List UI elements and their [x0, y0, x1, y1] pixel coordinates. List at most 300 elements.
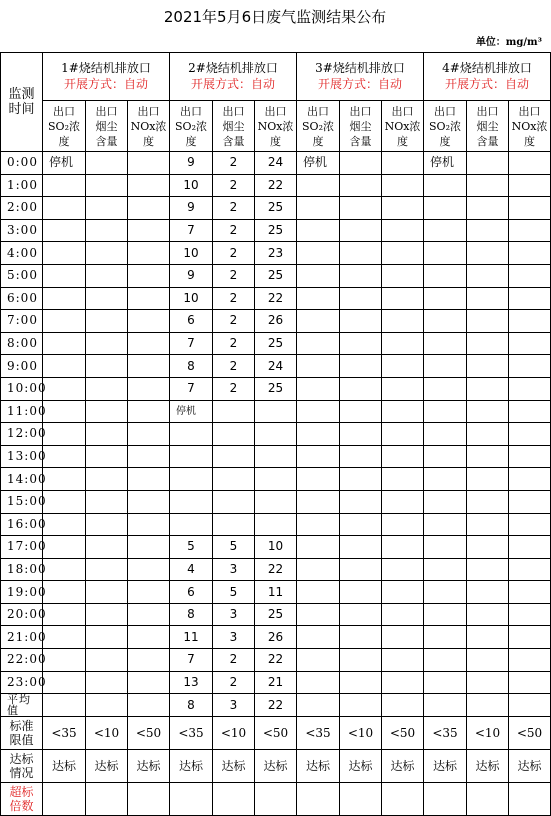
table-row [1, 355, 551, 378]
value-cell: 22 [255, 694, 297, 717]
unit-label: 单位：mg/m³ [475, 37, 542, 48]
table-row [1, 310, 551, 333]
value-cell: 2 [213, 310, 255, 333]
value-cell [128, 219, 170, 242]
value-cell: 7 [170, 377, 213, 400]
value-cell [424, 310, 467, 333]
limit-row-cell: <35 [43, 717, 86, 750]
value-cell [43, 174, 86, 197]
value-cell [509, 603, 551, 626]
value-cell [467, 490, 509, 513]
value-cell [43, 197, 86, 220]
value-cell [43, 400, 86, 423]
status-row-cell: 达标 [509, 750, 551, 783]
value-cell [467, 355, 509, 378]
sub-header-cell [213, 101, 255, 152]
time-cell: 17:00 [1, 536, 43, 559]
value-cell [43, 649, 86, 672]
value-cell [213, 400, 255, 423]
limit-row [1, 717, 551, 750]
value-cell [340, 558, 382, 581]
value-cell: 2 [213, 197, 255, 220]
value-cell [382, 152, 424, 175]
value-cell [424, 264, 467, 287]
table-row [1, 152, 551, 175]
emission-table [0, 52, 551, 816]
value-cell [509, 558, 551, 581]
port-mode: 开展方式：自动 [63, 77, 148, 91]
value-cell [297, 468, 340, 491]
port-name: 4#烧结机排放口 [442, 61, 532, 75]
time-cell: 12:00 [1, 423, 43, 446]
value-cell [128, 694, 170, 717]
value-cell: 3 [213, 626, 255, 649]
value-cell [509, 400, 551, 423]
value-cell [467, 287, 509, 310]
value-cell: 2 [213, 242, 255, 265]
value-cell: 24 [255, 152, 297, 175]
sub-header-cell [340, 101, 382, 152]
value-cell [424, 423, 467, 446]
time-cell: 20:00 [1, 603, 43, 626]
value-cell: 2 [213, 287, 255, 310]
sub-header-cell [467, 101, 509, 152]
value-cell [340, 310, 382, 333]
value-cell [467, 377, 509, 400]
value-cell: 25 [255, 219, 297, 242]
excess-row-cell [424, 783, 467, 816]
value-cell [382, 174, 424, 197]
value-cell [128, 649, 170, 672]
value-cell [467, 242, 509, 265]
status-row-cell: 达标 [297, 750, 340, 783]
port-name: 3#烧结机排放口 [315, 61, 405, 75]
value-cell [43, 332, 86, 355]
value-cell [213, 445, 255, 468]
value-cell [509, 287, 551, 310]
port-name: 2#烧结机排放口 [188, 61, 278, 75]
port-header [297, 53, 424, 101]
value-cell [467, 219, 509, 242]
value-cell: 2 [213, 219, 255, 242]
port-mode: 开展方式：自动 [317, 77, 402, 91]
value-cell: 4 [170, 558, 213, 581]
value-cell [382, 377, 424, 400]
port-header-row [1, 53, 551, 101]
value-cell [128, 242, 170, 265]
excess-row-cell [382, 783, 424, 816]
value-cell [340, 219, 382, 242]
value-cell [340, 649, 382, 672]
status-row-cell: 达标 [255, 750, 297, 783]
value-cell [86, 603, 128, 626]
value-cell [213, 490, 255, 513]
time-cell: 18:00 [1, 558, 43, 581]
value-cell [43, 377, 86, 400]
value-cell [509, 445, 551, 468]
table-row [1, 626, 551, 649]
value-cell [382, 242, 424, 265]
value-cell [86, 355, 128, 378]
value-cell [340, 152, 382, 175]
sub-header-cell [86, 101, 128, 152]
table-row [1, 490, 551, 513]
value-cell [340, 603, 382, 626]
time-cell: 3:00 [1, 219, 43, 242]
value-cell [297, 649, 340, 672]
value-cell [424, 287, 467, 310]
value-cell [340, 468, 382, 491]
value-cell [297, 536, 340, 559]
sub-header-label: 出口 SO₂浓 度 [48, 104, 80, 148]
value-cell [382, 536, 424, 559]
value-cell: 26 [255, 626, 297, 649]
sub-header-cell [424, 101, 467, 152]
value-cell [382, 671, 424, 694]
time-cell: 14:00 [1, 468, 43, 491]
value-cell: 3 [213, 603, 255, 626]
value-cell [86, 174, 128, 197]
sub-header-label: 出口 NOx浓 度 [257, 104, 294, 148]
value-cell [340, 400, 382, 423]
value-cell [86, 513, 128, 536]
value-cell [340, 355, 382, 378]
value-cell: 停机 [424, 152, 467, 175]
value-cell [43, 603, 86, 626]
limit-row-cell: <35 [297, 717, 340, 750]
sub-header-label: 出口 NOx浓 度 [384, 104, 421, 148]
value-cell: 25 [255, 264, 297, 287]
table-row [1, 558, 551, 581]
value-cell [297, 400, 340, 423]
value-cell [467, 694, 509, 717]
value-cell [128, 287, 170, 310]
value-cell [43, 671, 86, 694]
status-row-cell: 达标 [424, 750, 467, 783]
value-cell [424, 581, 467, 604]
value-cell [297, 694, 340, 717]
value-cell [86, 581, 128, 604]
value-cell [467, 468, 509, 491]
value-cell [382, 423, 424, 446]
value-cell [509, 649, 551, 672]
value-cell [86, 242, 128, 265]
table-row [1, 649, 551, 672]
sub-header-label: 出口 NOx浓 度 [511, 104, 548, 148]
table-row [1, 377, 551, 400]
value-cell [297, 445, 340, 468]
value-cell [213, 513, 255, 536]
value-cell [128, 152, 170, 175]
value-cell [43, 264, 86, 287]
value-cell: 23 [255, 242, 297, 265]
limit-row-label: 标准 限值 [1, 717, 43, 750]
table-row [1, 400, 551, 423]
time-cell: 6:00 [1, 287, 43, 310]
value-cell [297, 671, 340, 694]
value-cell [128, 264, 170, 287]
value-cell [424, 242, 467, 265]
sub-header-label: 出口 NOx浓 度 [130, 104, 167, 148]
status-row-cell: 达标 [86, 750, 128, 783]
value-cell [213, 468, 255, 491]
value-cell [467, 445, 509, 468]
value-cell [86, 310, 128, 333]
limit-row-cell: <50 [382, 717, 424, 750]
table-row [1, 694, 551, 717]
value-cell [297, 310, 340, 333]
value-cell [382, 581, 424, 604]
value-cell [86, 423, 128, 446]
value-cell [340, 490, 382, 513]
value-cell [424, 445, 467, 468]
value-cell: 21 [255, 671, 297, 694]
value-cell [128, 671, 170, 694]
value-cell: 8 [170, 355, 213, 378]
value-cell [128, 445, 170, 468]
value-cell: 26 [255, 310, 297, 333]
status-row-cell: 达标 [382, 750, 424, 783]
value-cell [509, 332, 551, 355]
value-cell [382, 264, 424, 287]
time-cell: 11:00 [1, 400, 43, 423]
value-cell [86, 694, 128, 717]
value-cell [297, 242, 340, 265]
excess-row-cell [467, 783, 509, 816]
value-cell [340, 264, 382, 287]
value-cell [297, 423, 340, 446]
excess-row-cell [128, 783, 170, 816]
table-row [1, 219, 551, 242]
value-cell: 5 [213, 536, 255, 559]
excess-row-cell [170, 783, 213, 816]
excess-row [1, 783, 551, 816]
value-cell [424, 694, 467, 717]
value-cell [340, 174, 382, 197]
value-cell [43, 310, 86, 333]
value-cell: 停机 [297, 152, 340, 175]
value-cell [382, 626, 424, 649]
value-cell [297, 558, 340, 581]
value-cell [382, 310, 424, 333]
value-cell [424, 490, 467, 513]
value-cell [424, 174, 467, 197]
excess-row-cell [297, 783, 340, 816]
value-cell [467, 536, 509, 559]
status-row [1, 750, 551, 783]
value-cell [255, 400, 297, 423]
value-cell [128, 468, 170, 491]
value-cell: 10 [170, 174, 213, 197]
value-cell [128, 603, 170, 626]
value-cell [340, 197, 382, 220]
value-cell [297, 377, 340, 400]
value-cell [467, 671, 509, 694]
limit-row-cell: <10 [213, 717, 255, 750]
value-cell [213, 423, 255, 446]
value-cell [340, 332, 382, 355]
value-cell [509, 264, 551, 287]
value-cell [297, 287, 340, 310]
sub-header-cell [382, 101, 424, 152]
value-cell [86, 490, 128, 513]
value-cell [297, 264, 340, 287]
value-cell [382, 694, 424, 717]
value-cell [509, 536, 551, 559]
limit-row-cell: <10 [340, 717, 382, 750]
value-cell [424, 468, 467, 491]
status-row-cell: 达标 [467, 750, 509, 783]
value-cell [128, 513, 170, 536]
value-cell: 2 [213, 649, 255, 672]
value-cell [509, 219, 551, 242]
sub-header-label: 出口 烟尘 含量 [222, 104, 245, 148]
value-cell [86, 264, 128, 287]
table-row [1, 671, 551, 694]
value-cell [509, 310, 551, 333]
excess-row-cell [213, 783, 255, 816]
page-title: 2021年5月6日废气监测结果公布 [163, 8, 387, 26]
time-cell: 19:00 [1, 581, 43, 604]
value-cell: 7 [170, 649, 213, 672]
time-cell: 10:00 [1, 377, 43, 400]
limit-row-cell: <50 [128, 717, 170, 750]
time-cell: 13:00 [1, 445, 43, 468]
value-cell: 2 [213, 355, 255, 378]
table-row [1, 174, 551, 197]
value-cell [424, 197, 467, 220]
value-cell [424, 332, 467, 355]
value-cell [424, 219, 467, 242]
value-cell [467, 558, 509, 581]
value-cell [128, 626, 170, 649]
time-cell: 15:00 [1, 490, 43, 513]
value-cell [340, 536, 382, 559]
sub-header-cell [509, 101, 551, 152]
value-cell [424, 377, 467, 400]
value-cell: 10 [255, 536, 297, 559]
sub-header-cell [43, 101, 86, 152]
value-cell: 5 [213, 581, 255, 604]
table-row [1, 264, 551, 287]
table-row [1, 513, 551, 536]
value-cell [170, 423, 213, 446]
value-cell [382, 287, 424, 310]
value-cell [128, 490, 170, 513]
value-cell [509, 197, 551, 220]
value-cell: 2 [213, 152, 255, 175]
value-cell [467, 174, 509, 197]
table-row [1, 242, 551, 265]
value-cell [128, 332, 170, 355]
time-cell: 23:00 [1, 671, 43, 694]
value-cell [424, 513, 467, 536]
value-cell [467, 513, 509, 536]
table-body [1, 152, 551, 816]
time-cell: 22:00 [1, 649, 43, 672]
value-cell [340, 242, 382, 265]
sub-header-cell [170, 101, 213, 152]
value-cell [509, 174, 551, 197]
value-cell [86, 536, 128, 559]
value-cell [297, 603, 340, 626]
limit-row-cell: <50 [509, 717, 551, 750]
value-cell: 25 [255, 603, 297, 626]
value-cell [424, 558, 467, 581]
value-cell [467, 152, 509, 175]
value-cell [128, 558, 170, 581]
value-cell: 11 [255, 581, 297, 604]
value-cell: 2 [213, 671, 255, 694]
value-cell [297, 490, 340, 513]
excess-row-cell [43, 783, 86, 816]
status-row-label: 达标 情况 [1, 750, 43, 783]
sub-header-cell [255, 101, 297, 152]
value-cell [382, 649, 424, 672]
value-cell [467, 400, 509, 423]
value-cell [128, 377, 170, 400]
value-cell [86, 626, 128, 649]
value-cell: 10 [170, 287, 213, 310]
value-cell [170, 513, 213, 536]
value-cell [509, 513, 551, 536]
port-mode: 开展方式：自动 [190, 77, 275, 91]
time-cell: 8:00 [1, 332, 43, 355]
value-cell: 8 [170, 603, 213, 626]
value-cell: 2 [213, 264, 255, 287]
value-cell [340, 671, 382, 694]
value-cell [255, 468, 297, 491]
value-cell [340, 513, 382, 536]
value-cell [340, 626, 382, 649]
port-header [424, 53, 551, 101]
excess-row-cell [340, 783, 382, 816]
value-cell [509, 694, 551, 717]
value-cell [128, 355, 170, 378]
value-cell [340, 377, 382, 400]
value-cell [43, 219, 86, 242]
value-cell: 11 [170, 626, 213, 649]
port-header [43, 53, 170, 101]
time-cell: 0:00 [1, 152, 43, 175]
value-cell [340, 423, 382, 446]
table-row [1, 445, 551, 468]
value-cell: 22 [255, 287, 297, 310]
table-row [1, 332, 551, 355]
value-cell: 5 [170, 536, 213, 559]
value-cell [86, 445, 128, 468]
time-cell: 7:00 [1, 310, 43, 333]
value-cell [297, 219, 340, 242]
port-mode: 开展方式：自动 [444, 77, 529, 91]
value-cell: 3 [213, 558, 255, 581]
value-cell: 25 [255, 332, 297, 355]
value-cell [382, 445, 424, 468]
time-cell: 平均 值 [1, 694, 43, 717]
port-name: 1#烧结机排放口 [61, 61, 151, 75]
value-cell [340, 287, 382, 310]
value-cell [43, 513, 86, 536]
excess-row-cell [86, 783, 128, 816]
value-cell: 7 [170, 219, 213, 242]
value-cell [509, 377, 551, 400]
value-cell: 10 [170, 242, 213, 265]
value-cell [170, 468, 213, 491]
sub-header-row [1, 101, 551, 152]
excess-row-label: 超标 倍数 [1, 783, 43, 816]
value-cell [382, 513, 424, 536]
value-cell [297, 174, 340, 197]
